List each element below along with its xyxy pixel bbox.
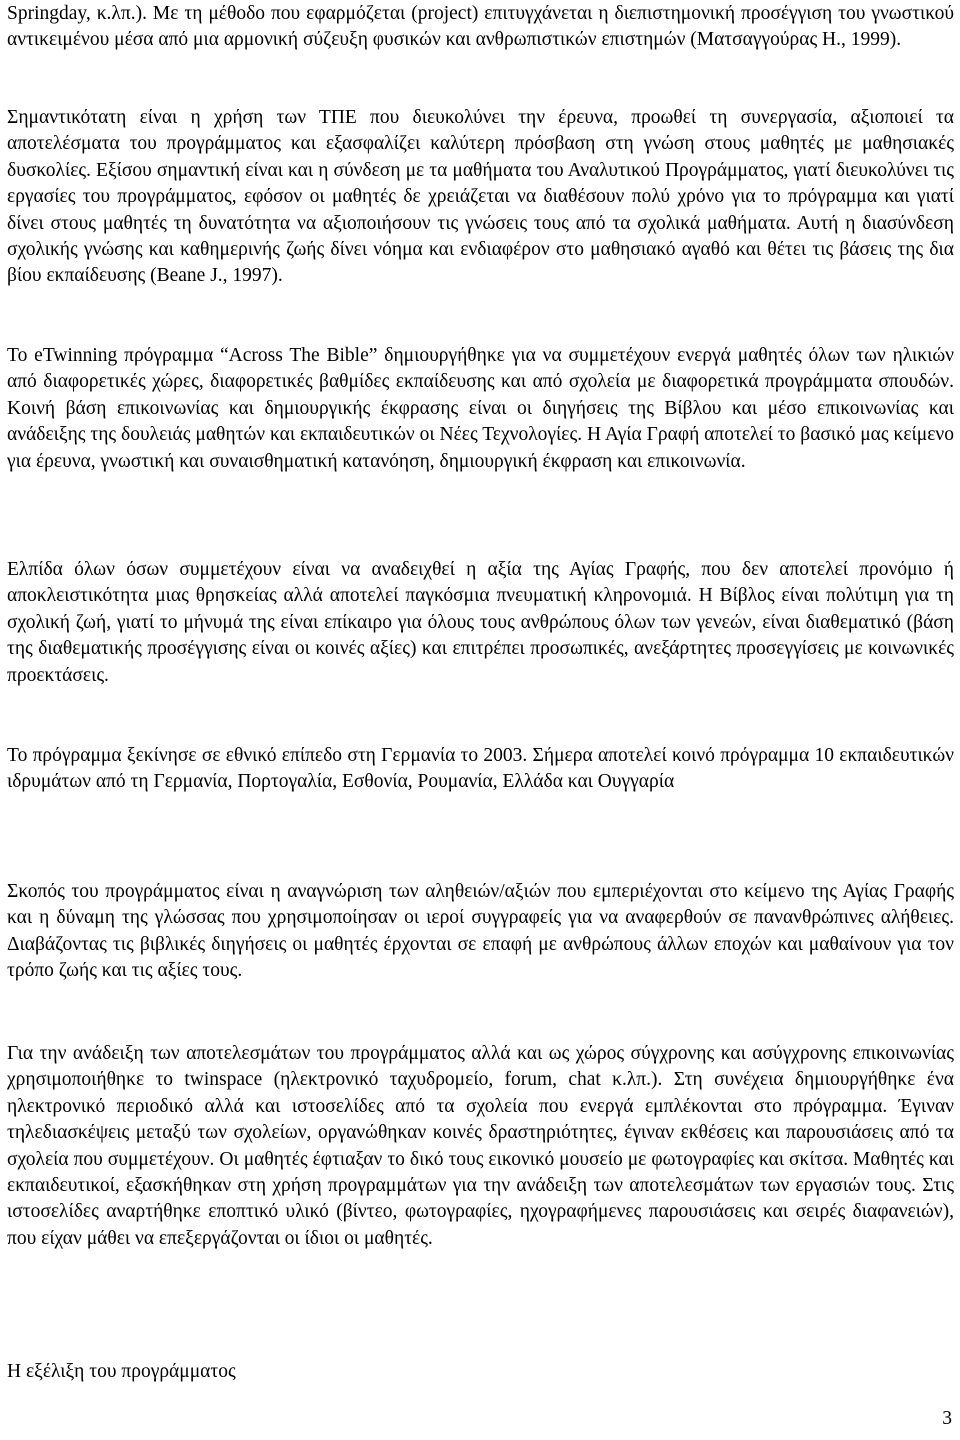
section-heading-program-evolution: Η εξέλιξη του προγράμματος <box>7 1361 236 1382</box>
paragraph-program-start: Το πρόγραμμα ξεκίνησε σε εθνικό επίπεδο στη Γερμανία το 2003. Σήμερα αποτελεί κοινό πρόγραμμα 10 εκπαιδευτικών ιδρυμάτων από τη Γερμανία, Πορτογαλία, Εσθονία, Ρουμανία, Ελλάδα και Ουγγαρία <box>7 745 954 793</box>
paragraph-etwinning-project: Το eTwinning πρόγραμμα “Across The Bible” δημιουργήθηκε για να συμμετέχουν ενεργά μαθητές όλων των ηλικιών από διαφορετικές χώρες, διαφορετικές βαθμίδες εκπαίδευσης και από σχολεία με διαφορετικά προγράμματα σπουδών. Κοινή βάση επικοινωνίας και δημιουργικής έκφρασης είναι οι διηγήσεις της Βίβλου και μέσο επικοινωνίας και ανάδειξης της δουλειάς μαθητών και εκπαιδευτικών οι Νέες Τεχνολογίες. Η Αγία Γραφή αποτελεί το βασικό μας κείμενο για έρευνα, γνωστική και συναισθηματική κατανόηση, δημιουργική έκφραση και επικοινωνία. <box>7 345 954 472</box>
paragraph-ict-use: Σημαντικότατη είναι η χρήση των ΤΠΕ που διευκολύνει την έρευνα, προωθεί τη συνεργασία, αξιοποιεί τα αποτελέσματα του προγράμματος και εξασφαλίζει καλύτερη πρόσβαση στη γνώση στους μαθητές με μαθησιακές δυσκολίες. Εξίσου σημαντική είναι και η σύνδεση με τα μαθήματα του Αναλυτικού Προγράμματος, γιατί διευκολύνει τις εργασίες του προγράμματος, εφόσον οι μαθητές δε χρειάζεται να διαθέσουν πολύ χρόνο για το πρόγραμμα και γιατί δίνει στους μαθητές τη δυνατότητα να αξιοποιήσουν τις γνώσεις τους από τα σχολικά μαθήματα. Αυτή η διασύνδεση σχολικής γνώσης και καθημερινής ζωής δίνει νόημα και ενδιαφέρον στο μαθησιακό αγαθό και θέτει τις βάσεις της δια βίου εκπαίδευσης (Beane J., 1997). <box>7 107 954 287</box>
paragraph-hope: Ελπίδα όλων όσων συμμετέχουν είναι να αναδειχθεί η αξία της Αγίας Γραφής, που δεν αποτελεί προνόμιο ή αποκλειστικότητα μιας θρησκείας αλλά αποτελεί παγκόσμια πνευματική κληρονομιά. Η Βίβλος είναι πολύτιμη για τη σχολική ζωή, γιατί το μήνυμά της είναι επίκαιρο για όλους τους ανθρώπους όλων των γενεών, είναι διαθεματικό (βάση της διαθεματικής προσέγγισης είναι οι κοινές αξίες) και επιτρέπει προσωπικές, ανεξάρτητες προσεγγίσεις με κοινωνικές προεκτάσεις. <box>7 559 954 686</box>
paragraph-program-goal: Σκοπός του προγράμματος είναι η αναγνώριση των αληθειών/αξιών που εμπεριέχονται στο κείμενο της Αγίας Γραφής και η δύναμη της γλώσσας που χρησιμοποίησαν οι ιεροί συγγραφείς για να αναφερθούν σε πανανθρώπινες αλήθειες. Διαβάζοντας τις βιβλικές διηγήσεις οι μαθητές έρχονται σε επαφή με ανθρώπους άλλων εποχών και μαθαίνουν για τον τρόπο ζωής και τις αξίες τους. <box>7 881 954 982</box>
page-number: 3 <box>942 1408 952 1429</box>
paragraph-methodology: Springday, κ.λπ.). Με τη μέθοδο που εφαρμόζεται (project) επιτυγχάνεται η διεπιστημονική προσέγγιση του γνωστικού αντικειμένου μέσα από μια αρμονική σύζευξη φυσικών και ανθρωπιστικών επιστημών (Ματσαγγούρας Η., 1999). <box>7 3 954 51</box>
paragraph-results-showcase: Για την ανάδειξη των αποτελεσμάτων του προγράμματος αλλά και ως χώρος σύγχρονης και ασύγχρονης επικοινωνίας χρησιμοποιήθηκε το twinspace (ηλεκτρονικό ταχυδρομείο, forum, chat κ.λπ.). Στη συνέχεια δημιουργήθηκε ένα ηλεκτρονικό περιοδικό αλλά και ιστοσελίδες από τα σχολεία που ενεργά εμπλέκονται στο πρόγραμμα. Έγιναν τηλεδιασκέψεις μεταξύ των σχολείων, οργανώθηκαν κοινές δραστηριότητες, έγιναν εκθέσεις και παρουσιάσεις από τα σχολεία που συμμετέχουν. Οι μαθητές έφτιαξαν το δικό τους εικονικό μουσείο με φωτογραφίες και σκίτσα. Μαθητές και εκπαιδευτικοί, εξασκήθηκαν στη χρήση προγραμμάτων για την ανάδειξη των αποτελεσμάτων των εργασιών τους. Στις ιστοσελίδες αναρτήθηκε εποπτικό υλικό (βίντεο, φωτογραφίες, ηχογραφήμενες παρουσιάσεις και σειρές διαφανειών), που είχαν μάθει να επεξεργάζονται οι ίδιοι οι μαθητές. <box>7 1043 954 1249</box>
